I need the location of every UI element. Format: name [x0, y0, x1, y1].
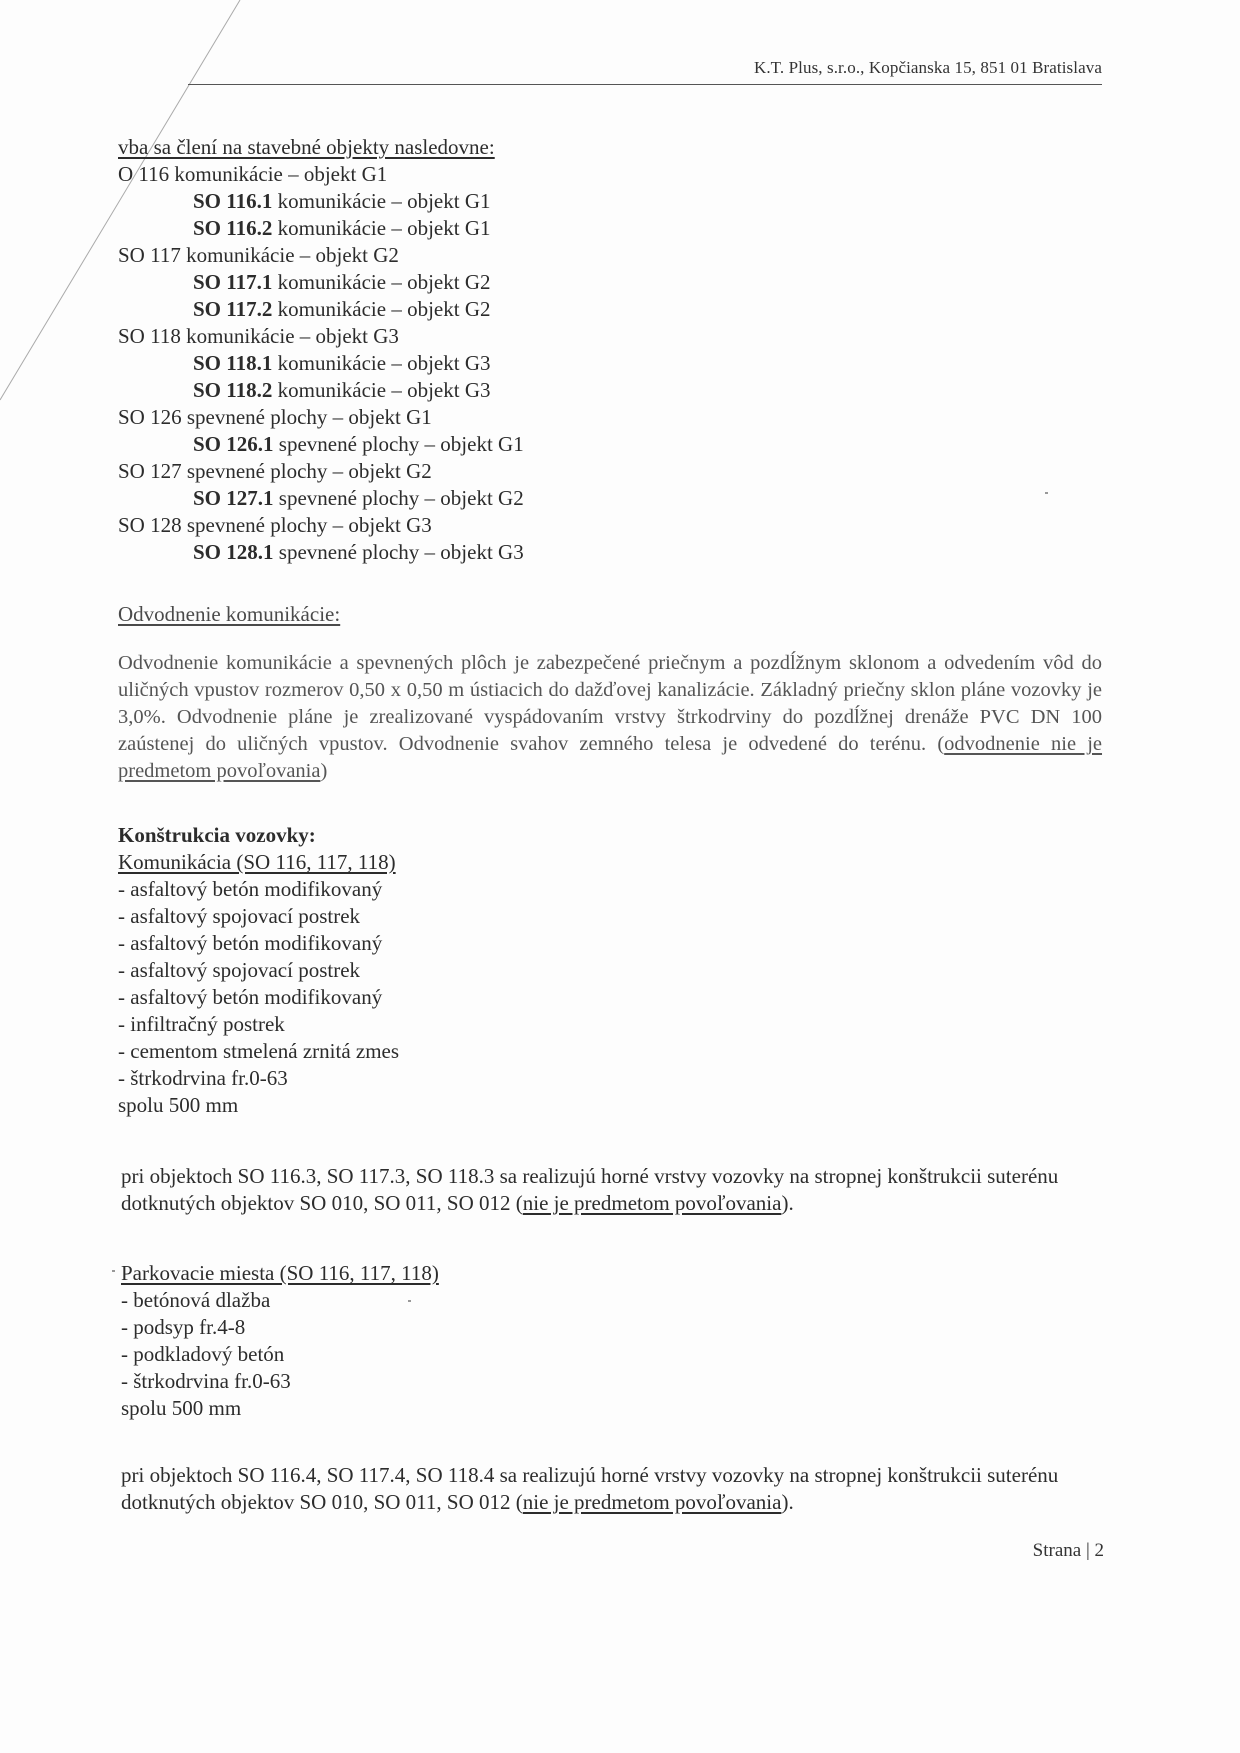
- structure-item-text: O 116 komunikácie – objekt G1: [118, 162, 388, 186]
- note-first-link: nie je predmetom povoľovania: [522, 1191, 782, 1215]
- structure-item-code: SO 118.2: [193, 378, 273, 402]
- structure-item-code: SO 127.1: [193, 486, 274, 510]
- structure-item-text: komunikácie – objekt G3: [272, 351, 491, 375]
- construction-layer: - asfaltový spojovací postrek: [118, 904, 361, 928]
- structure-item: [118, 215, 524, 242]
- structure-item: [118, 431, 524, 458]
- structure-item: [118, 539, 524, 566]
- structure-intro: vba sa člení na stavebné objekty nasledovne:: [118, 135, 495, 159]
- drainage-heading: Odvodnenie komunikácie:: [118, 602, 341, 626]
- note-first-text: pri objektoch SO 116.3, SO 117.3, SO 118.3 sa realizujú horné vrstvy vozovky na stropnej konštrukcii suterénu dotknutých objektov SO 010, SO 011, SO 012 (: [121, 1164, 1059, 1215]
- note-second-close: ).: [781, 1490, 794, 1514]
- parking-layer: - podsyp fr.4-8: [121, 1315, 246, 1339]
- structure-item-code: SO 116.2: [193, 216, 273, 240]
- parking-layer: - podkladový betón: [121, 1342, 285, 1366]
- structure-item-text: SO 117 komunikácie – objekt G2: [118, 243, 399, 267]
- structure-item-code: SO 118.1: [193, 351, 273, 375]
- structure-item-text: komunikácie – objekt G1: [272, 189, 491, 213]
- construction-layer: - asfaltový betón modifikovaný: [118, 931, 383, 955]
- construction-layer: - infiltračný postrek: [118, 1012, 285, 1036]
- construction-layer: - cementom stmelená zrnitá zmes: [118, 1039, 400, 1063]
- structure-item: [118, 404, 524, 431]
- structure-item: [118, 377, 524, 404]
- structure-item: [118, 485, 524, 512]
- parking-subheading: Parkovacie miesta (SO 116, 117, 118): [121, 1261, 439, 1285]
- parking-section: [121, 1260, 439, 1422]
- page-number: Strana | 2: [1032, 1540, 1104, 1561]
- structure-item-code: SO 117.1: [193, 270, 273, 294]
- note-first-close: ).: [781, 1191, 794, 1215]
- drainage-paragraph: [118, 650, 1102, 785]
- drainage-close: ): [320, 760, 328, 782]
- structure-item-text: komunikácie – objekt G1: [272, 216, 491, 240]
- parking-total: spolu 500 mm: [121, 1396, 242, 1420]
- scan-speck: [112, 1270, 115, 1272]
- construction-section: [118, 822, 399, 1119]
- structure-item-code: SO 117.2: [193, 297, 273, 321]
- construction-subheading: Komunikácia (SO 116, 117, 118): [118, 850, 396, 874]
- note-second-text: pri objektoch SO 116.4, SO 117.4, SO 118.4 sa realizujú horné vrstvy vozovky na stropnej konštrukcii suterénu dotknutých objektov SO 010, SO 011, SO 012 (: [121, 1463, 1059, 1514]
- structure-item: [118, 269, 524, 296]
- structure-item: [118, 350, 524, 377]
- construction-total: spolu 500 mm: [118, 1093, 239, 1117]
- header-company-address: K.T. Plus, s.r.o., Kopčianska 15, 851 01 Bratislava: [753, 58, 1102, 77]
- construction-layer: - asfaltový spojovací postrek: [118, 958, 361, 982]
- structure-item: [118, 242, 524, 269]
- structure-list: [118, 134, 524, 566]
- structure-item-text: spevnené plochy – objekt G3: [273, 540, 524, 564]
- structure-item-text: komunikácie – objekt G3: [272, 378, 491, 402]
- structure-item: [118, 188, 524, 215]
- parking-layer: - betónová dlažba: [121, 1288, 271, 1312]
- construction-layer: - asfaltový betón modifikovaný: [118, 877, 383, 901]
- structure-item-code: SO 126.1: [193, 432, 274, 456]
- parking-layer: - štrkodrvina fr.0-63: [121, 1369, 291, 1393]
- structure-item: [118, 296, 524, 323]
- structure-item-code: SO 128.1: [193, 540, 274, 564]
- header-divider: [188, 84, 1102, 85]
- construction-heading: Konštrukcia vozovky:: [118, 823, 316, 847]
- structure-item-text: spevnené plochy – objekt G2: [273, 486, 524, 510]
- structure-item-text: spevnené plochy – objekt G1: [273, 432, 524, 456]
- structure-item: [118, 458, 524, 485]
- structure-item-code: SO 116.1: [193, 189, 273, 213]
- construction-layer: - asfaltový betón modifikovaný: [118, 985, 383, 1009]
- scan-speck: [408, 1300, 411, 1302]
- structure-item: [118, 161, 524, 188]
- structure-item: [118, 323, 524, 350]
- structure-item-text: SO 127 spevnené plochy – objekt G2: [118, 459, 432, 483]
- structure-item-text: SO 126 spevnené plochy – objekt G1: [118, 405, 432, 429]
- drainage-text: Odvodnenie komunikácie a spevnených plôch je zabezpečené priečnym a pozdĺžnym sklonom a odvedením vôd do uličných vpustov rozmerov 0,50 x 0,50 m ústiacich do dažďovej kanalizácie. Základný priečny sklon pláne vozovky je 3,0%. Odvodnenie pláne je zrealizované vyspádovaním vrstvy štrkodrviny do pozdĺžnej drenáže PVC DN 100 zaústenej do uličných vpustov. Odvodnenie svahov zemného telesa je odvedené do terénu. (: [118, 652, 1102, 755]
- drainage-note-link: odvodnenie nie je predmetom povoľovania: [118, 733, 1103, 782]
- structure-item: [118, 512, 524, 539]
- structure-item-text: SO 128 spevnené plochy – objekt G3: [118, 513, 432, 537]
- scan-speck: [1045, 492, 1048, 494]
- structure-item-text: SO 118 komunikácie – objekt G3: [118, 324, 399, 348]
- construction-layer: - štrkodrvina fr.0-63: [118, 1066, 288, 1090]
- structure-item-text: komunikácie – objekt G2: [272, 270, 491, 294]
- note-second-link: nie je predmetom povoľovania: [522, 1490, 782, 1514]
- note-second: [121, 1462, 1081, 1516]
- note-first: [121, 1163, 1081, 1217]
- structure-item-text: komunikácie – objekt G2: [272, 297, 491, 321]
